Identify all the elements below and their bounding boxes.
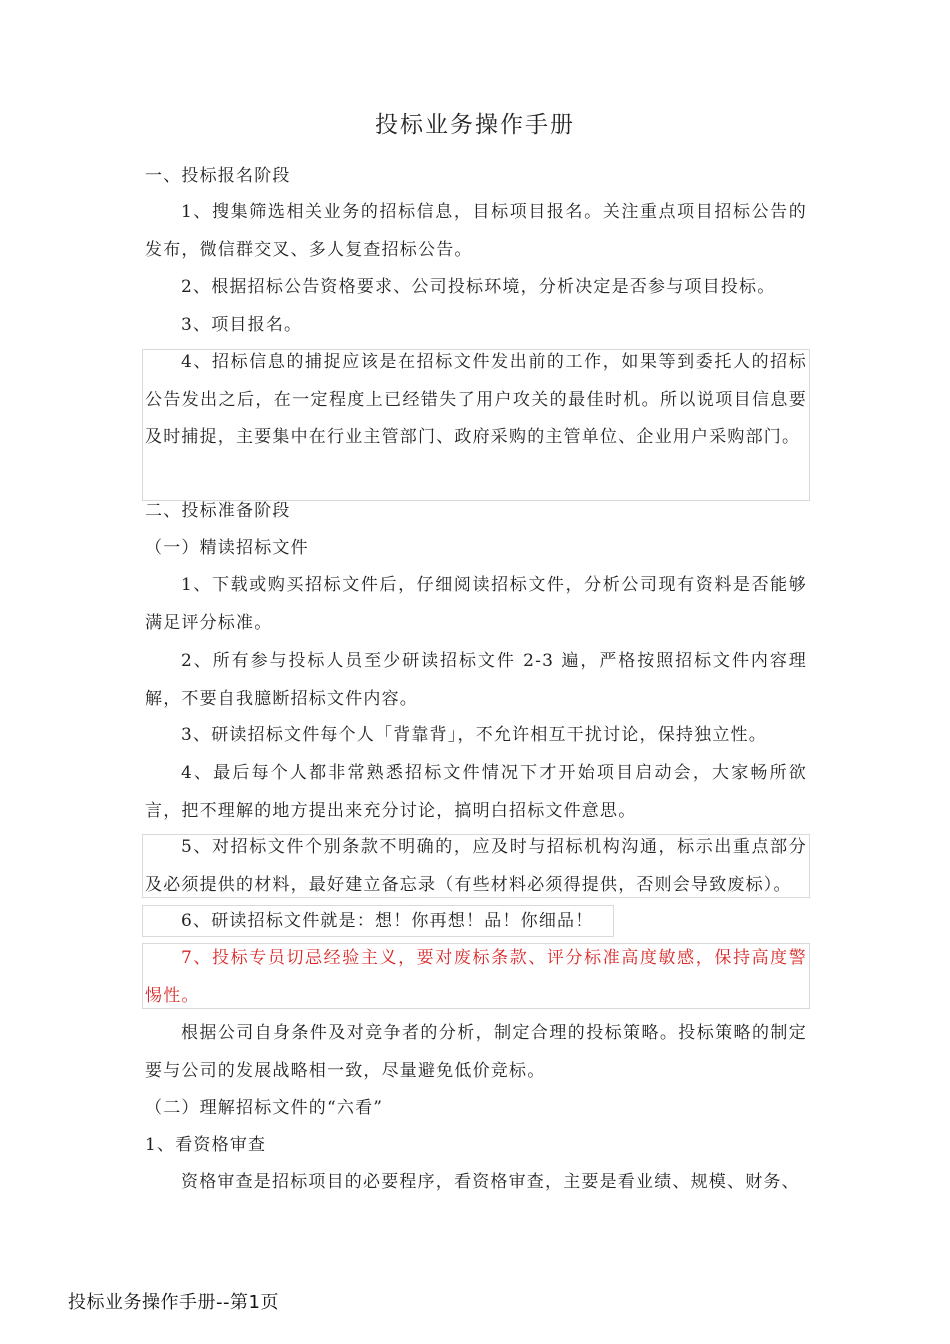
paragraph: 根据公司自身条件及对竞争者的分析，制定合理的投标策略。投标策略的制定要与公司的发展战略相一致，尽量避免低价竞标。 [145, 1023, 807, 1081]
paragraph: 1、下载或购买招标文件后，仔细阅读招标文件，分析公司现有资料是否能够满足评分标准。 [145, 575, 807, 633]
paragraph: 6、研读招标文件就是：想！你再想！品！你细品！ [181, 911, 594, 931]
subsection-heading: （一）精读招标文件 [145, 538, 309, 558]
paragraph: 5、对招标文件个别条款不明确的，应及时与招标机构沟通，标示出重点部分及必须提供的材料，最好建立备忘录（有些材料必须得提供，否则会导致废标）。 [145, 837, 807, 895]
highlighted-paragraph: 7、投标专员切忌经验主义，要对废标条款、评分标准高度敏感，保持高度警惕性。 [145, 948, 807, 1006]
paragraph: 3、研读招标文件每个人「背靠背」，不允许相互干扰讨论，保持独立性。 [181, 725, 767, 745]
paragraph: 1、搜集筛选相关业务的招标信息，目标项目报名。关注重点项目招标公告的发布，微信群交叉、多人复查招标公告。 [145, 202, 807, 260]
paragraph: 4、招标信息的捕捉应该是在招标文件发出前的工作，如果等到委托人的招标公告发出之后，在一定程度上已经错失了用户攻关的最佳时机。所以说项目信息要及时捕捉，主要集中在行业主管部门、政府采购的主管单位、企业用户采购部门。 [145, 352, 807, 447]
paragraph: 2、根据招标公告资格要求、公司投标环境，分析决定是否参与项目投标。 [181, 277, 776, 297]
section-heading: 二、投标准备阶段 [145, 501, 291, 521]
subsection-heading: （二）理解招标文件的“六看” [145, 1098, 384, 1118]
section-heading: 一、投标报名阶段 [145, 166, 291, 186]
item-heading: 1、看资格审查 [145, 1135, 267, 1155]
paragraph: 4、最后每个人都非常熟悉招标文件情况下才开始项目启动会，大家畅所欲言，把不理解的地方提出来充分讨论，搞明白招标文件意思。 [145, 763, 807, 821]
document-title: 投标业务操作手册 [375, 112, 575, 138]
page-footer: 投标业务操作手册--第1页 [68, 1292, 279, 1313]
paragraph: 3、项目报名。 [181, 315, 303, 335]
paragraph: 资格审查是招标项目的必要程序，看资格审查，主要是看业绩、规模、财务、 [181, 1172, 800, 1192]
paragraph: 2、所有参与投标人员至少研读招标文件 2-3 遍，严格按照招标文件内容理解，不要自我臆断招标文件内容。 [145, 651, 807, 709]
